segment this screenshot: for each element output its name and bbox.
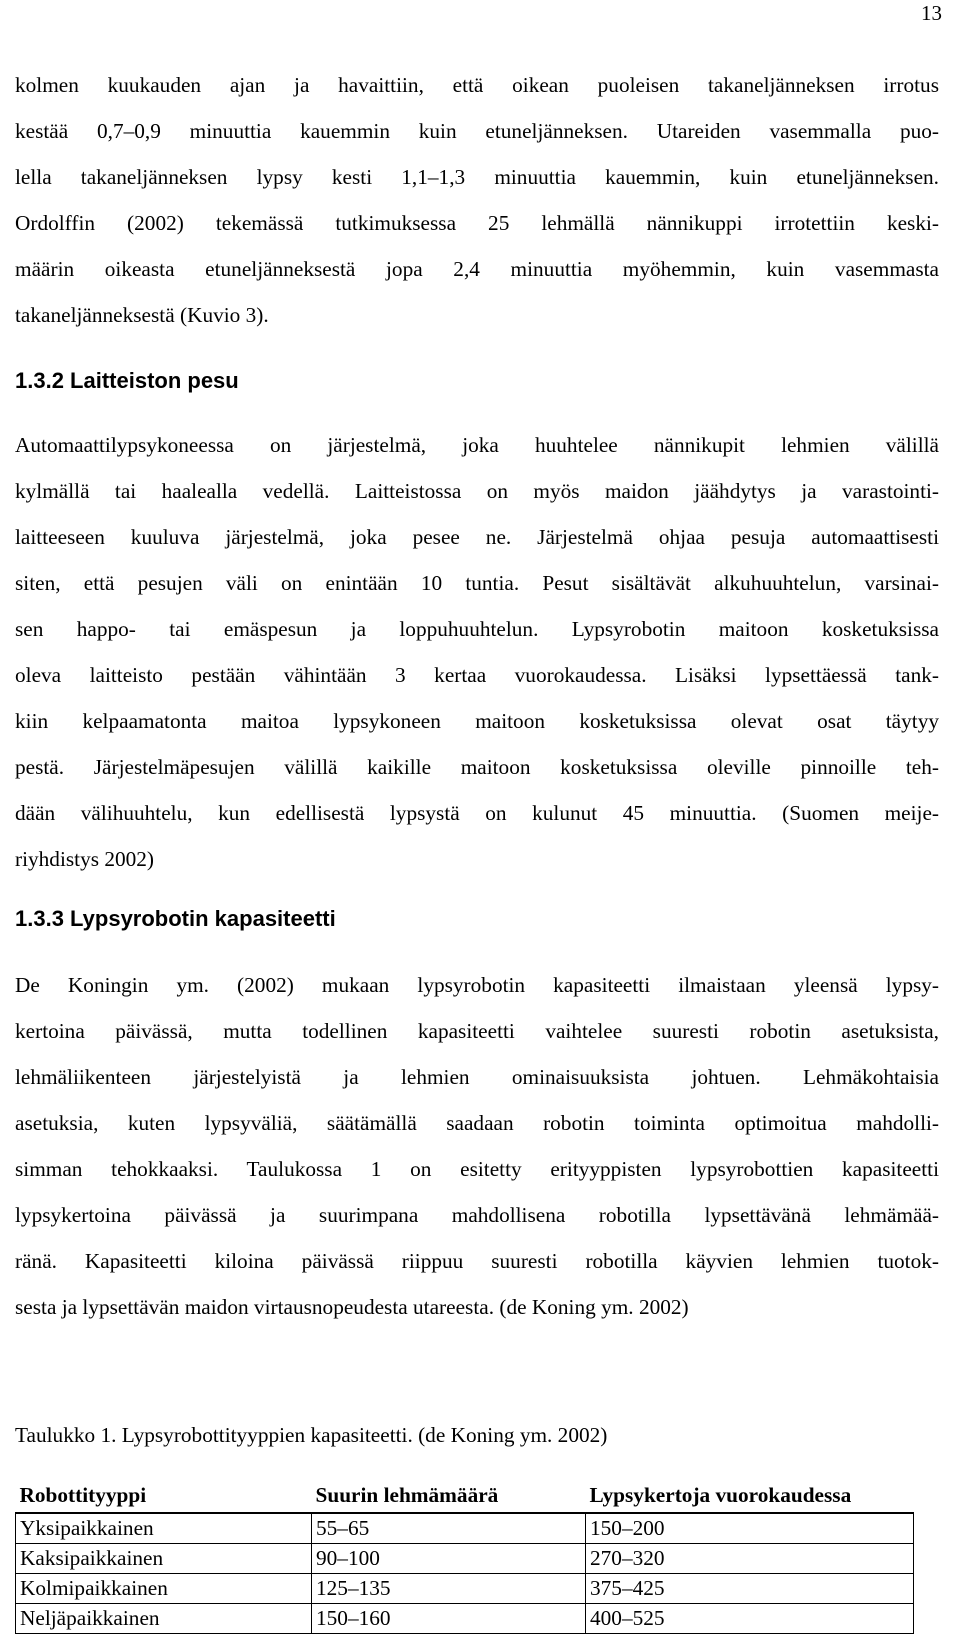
text-line: Automaattilypsykoneessa on järjestelmä, joka huuhtelee nännikupit lehmien välillä <box>15 433 939 457</box>
text-line: lypsykertoina päivässä ja suurimpana mahdollisena robotilla lypsettävänä lehmämää- <box>15 1203 939 1227</box>
column-header: Robottityyppi <box>16 1480 312 1513</box>
table-row <box>16 1544 914 1574</box>
text-line: lehmäliikenteen järjestelyistä ja lehmien ominaisuuksista johtuen. Lehmäkohtaisia <box>15 1065 939 1089</box>
text-line: kiin kelpaamatonta maitoa lypsykoneen maitoon kosketuksissa olevat osat täytyy <box>15 709 939 733</box>
table-cell: 375–425 <box>586 1574 914 1604</box>
page-number: 13 <box>921 1 942 25</box>
table-cell: 400–525 <box>586 1604 914 1634</box>
text-line: kertoina päivässä, mutta todellinen kapasiteetti vaihtelee suuresti robotin asetuksista, <box>15 1019 939 1043</box>
table-row <box>16 1574 914 1604</box>
text-line: lella takaneljänneksen lypsy kesti 1,1–1,3 minuuttia kauemmin, kuin etuneljänneksen. <box>15 165 939 189</box>
text-line: sesta ja lypsettävän maidon virtausnopeudesta utareesta. (de Koning ym. 2002) <box>15 1295 689 1319</box>
table-cell: 270–320 <box>586 1544 914 1574</box>
text-line: Ordolffin (2002) tekemässä tutkimuksessa 25 lehmällä nännikuppi irrotettiin keski- <box>15 211 939 235</box>
capacity-table <box>15 1480 914 1634</box>
paragraph-capacity <box>15 962 939 1330</box>
text-line: riyhdistys 2002) <box>15 847 155 871</box>
text-line: asetuksia, kuten lypsyväliä, säätämällä saadaan robotin toiminta optimoitua mahdolli- <box>15 1111 939 1135</box>
section-heading-laitteiston-pesu: 1.3.2 Laitteiston pesu <box>15 368 239 393</box>
table-cell: Neljäpaikkainen <box>16 1604 312 1634</box>
table-cell: Yksipaikkainen <box>16 1513 312 1544</box>
text-line: sen happo- tai emäspesun ja loppuhuuhtelun. Lypsyrobotin maitoon kosketuksissa <box>15 617 939 641</box>
table-cell: Kaksipaikkainen <box>16 1544 312 1574</box>
column-header: Lypsykertoja vuorokaudessa <box>586 1480 914 1513</box>
text-line: kolmen kuukauden ajan ja havaittiin, että oikean puoleisen takaneljänneksen irrotus <box>15 73 939 97</box>
table-cell: 55–65 <box>312 1513 586 1544</box>
section-heading-kapasiteetti: 1.3.3 Lypsyrobotin kapasiteetti <box>15 906 336 931</box>
text-line: pestä. Järjestelmäpesujen välillä kaikille maitoon kosketuksissa oleville pinnoille teh- <box>15 755 939 779</box>
table-cell: 125–135 <box>312 1574 586 1604</box>
table-cell: 90–100 <box>312 1544 586 1574</box>
text-line: kylmällä tai haalealla vedellä. Laitteistossa on myös maidon jäähdytys ja varastointi- <box>15 479 939 503</box>
text-line: laitteeseen kuuluva järjestelmä, joka pesee ne. Järjestelmä ohjaa pesuja automaattisesti <box>15 525 939 549</box>
table-cell: 150–200 <box>586 1513 914 1544</box>
text-line: dään välihuuhtelu, kun edellisestä lypsystä on kulunut 45 minuuttia. (Suomen meije- <box>15 801 939 825</box>
text-line: takaneljänneksestä (Kuvio 3). <box>15 303 269 327</box>
table-cell: Kolmipaikkainen <box>16 1574 312 1604</box>
table-row <box>16 1513 914 1544</box>
text-line: ränä. Kapasiteetti kiloina päivässä riippuu suuresti robotilla käyvien lehmien tuotok- <box>15 1249 939 1273</box>
column-header: Suurin lehmämäärä <box>312 1480 586 1513</box>
table-caption: Taulukko 1. Lypsyrobottityyppien kapasiteetti. (de Koning ym. 2002) <box>15 1423 608 1447</box>
text-line: kestää 0,7–0,9 minuuttia kauemmin kuin etuneljänneksen. Utareiden vasemmalla puo- <box>15 119 939 143</box>
text-line: oleva laitteisto pestään vähintään 3 kertaa vuorokaudessa. Lisäksi lypsettäessä tank- <box>15 663 939 687</box>
text-line: De Koningin ym. (2002) mukaan lypsyrobotin kapasiteetti ilmaistaan yleensä lypsy- <box>15 973 939 997</box>
text-line: siten, että pesujen väli on enintään 10 tuntia. Pesut sisältävät alkuhuuhtelun, varsinai- <box>15 571 939 595</box>
text-line: simman tehokkaaksi. Taulukossa 1 on esitetty erityyppisten lypsyrobottien kapasiteetti <box>15 1157 939 1181</box>
text-line: määrin oikeasta etuneljänneksestä jopa 2,4 minuuttia myöhemmin, kuin vasemmasta <box>15 257 939 281</box>
paragraph-washing <box>15 422 939 882</box>
table-row <box>16 1604 914 1634</box>
paragraph-milking-times <box>15 62 939 338</box>
table-cell: 150–160 <box>312 1604 586 1634</box>
table-header-row <box>16 1480 914 1513</box>
